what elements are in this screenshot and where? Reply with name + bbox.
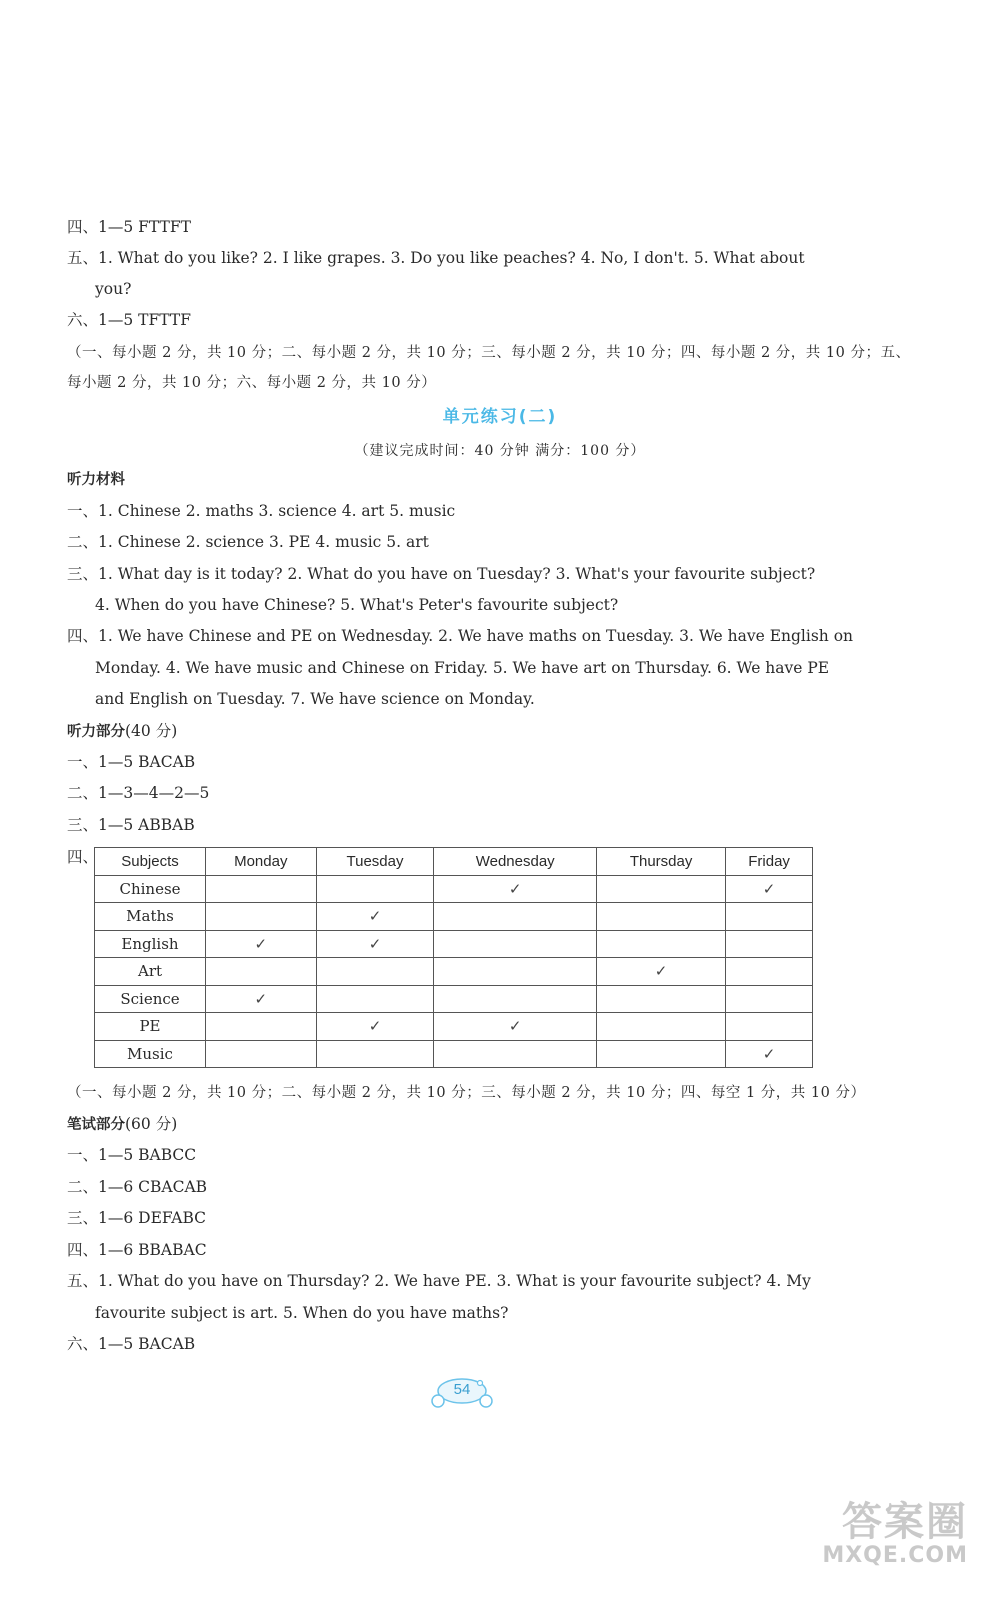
section-heading: 听力材料 — [67, 472, 125, 488]
empty-cell — [597, 903, 726, 931]
timetable-header-cell: Tuesday — [316, 848, 434, 876]
section-heading-row — [67, 1114, 177, 1135]
timetable-body — [95, 875, 813, 1068]
answer-line: 四、1—6 BBABAC — [67, 1241, 207, 1259]
check-mark-cell: ✓ — [726, 1040, 813, 1068]
timetable-row — [95, 875, 813, 903]
timetable-row — [95, 903, 813, 931]
timetable-row — [95, 985, 813, 1013]
material-line: and English on Tuesday. 7. We have science on Monday. — [95, 690, 535, 708]
empty-cell — [434, 930, 597, 958]
answer-line: 三、1—6 DEFABC — [67, 1209, 207, 1227]
answer-line: 六、1—5 BACAB — [67, 1335, 196, 1353]
watermark-logo: 答案圈 — [842, 1499, 968, 1545]
empty-cell — [434, 1040, 597, 1068]
section-heading: 笔试部分 — [67, 1117, 125, 1133]
timetable-row — [95, 930, 813, 958]
empty-cell — [726, 903, 813, 931]
timetable-header-cell: Monday — [206, 848, 317, 876]
empty-cell — [434, 958, 597, 986]
answer-line: 五、1. What do you have on Thursday? 2. We have PE. 3. What is your favourite subject? 4. My — [67, 1272, 811, 1290]
material-line: 二、1. Chinese 2. science 3. PE 4. music 5. art — [67, 533, 429, 551]
subject-cell: English — [95, 930, 206, 958]
subject-cell: Maths — [95, 903, 206, 931]
timetable-header-row — [95, 848, 813, 876]
empty-cell — [726, 985, 813, 1013]
answer-line: 一、1—5 BACAB — [67, 753, 196, 771]
empty-cell — [434, 985, 597, 1013]
timetable — [94, 847, 813, 1068]
answer-line: 五、1. What do you like? 2. I like grapes. 3. Do you like peaches? 4. No, I don't. 5. What about — [67, 249, 805, 267]
empty-cell — [726, 930, 813, 958]
section-score: (40 分) — [125, 722, 178, 740]
empty-cell — [597, 1040, 726, 1068]
check-mark-cell: ✓ — [597, 958, 726, 986]
unit-subtitle: （建议完成时间：40 分钟 满分：100 分） — [354, 443, 646, 459]
timetable-row — [95, 1040, 813, 1068]
answer-line: 六、1—5 TFTTF — [67, 311, 191, 329]
timetable-row — [95, 958, 813, 986]
empty-cell — [597, 1013, 726, 1041]
answer-line: 二、1—6 CBACAB — [67, 1178, 208, 1196]
section-score: (60 分) — [125, 1115, 178, 1133]
check-mark-cell: ✓ — [316, 903, 434, 931]
answer-line: 四、1—5 FTTFT — [67, 218, 191, 236]
answer-line: you? — [95, 280, 132, 298]
answer-prefix: 四、 — [67, 848, 99, 866]
check-mark-cell: ✓ — [206, 985, 317, 1013]
timetable-row — [95, 1013, 813, 1041]
subject-cell: Science — [95, 985, 206, 1013]
check-mark-cell: ✓ — [434, 875, 597, 903]
timetable-header-cell: Thursday — [597, 848, 726, 876]
empty-cell — [316, 875, 434, 903]
material-line: 三、1. What day is it today? 2. What do you have on Tuesday? 3. What's your favourite subject? — [67, 565, 816, 583]
empty-cell — [597, 875, 726, 903]
page-number-badge — [428, 1377, 496, 1411]
empty-cell — [206, 1040, 317, 1068]
subject-cell: PE — [95, 1013, 206, 1041]
check-mark-cell: ✓ — [726, 875, 813, 903]
unit-title: 单元练习(二) — [442, 407, 558, 427]
material-line: Monday. 4. We have music and Chinese on Friday. 5. We have art on Thursday. 6. We have PE — [95, 659, 830, 677]
timetable-header-cell: Friday — [726, 848, 813, 876]
watermark-url: MXQE.COM — [822, 1543, 968, 1568]
check-mark-cell: ✓ — [316, 930, 434, 958]
site-watermark — [768, 1490, 968, 1580]
timetable-header-cell: Wednesday — [434, 848, 597, 876]
material-line: 四、1. We have Chinese and PE on Wednesday. 2. We have maths on Tuesday. 3. We have English on — [67, 627, 854, 645]
empty-cell — [726, 958, 813, 986]
timetable-header-cell: Subjects — [95, 848, 206, 876]
check-mark-cell: ✓ — [434, 1013, 597, 1041]
subject-cell: Art — [95, 958, 206, 986]
answer-line: favourite subject is art. 5. When do you have maths? — [95, 1304, 509, 1322]
score-note: （一、每小题 2 分，共 10 分；二、每小题 2 分，共 10 分；三、每小题 2 分，共 10 分；四、每空 1 分，共 10 分） — [67, 1085, 866, 1101]
empty-cell — [206, 903, 317, 931]
empty-cell — [726, 1013, 813, 1041]
empty-cell — [434, 903, 597, 931]
material-line: 4. When do you have Chinese? 5. What's Peter's favourite subject? — [95, 596, 619, 614]
answer-line: 二、1—3—4—2—5 — [67, 784, 210, 802]
subject-cell: Music — [95, 1040, 206, 1068]
check-mark-cell: ✓ — [206, 930, 317, 958]
material-line: 一、1. Chinese 2. maths 3. science 4. art 5. music — [67, 502, 456, 520]
empty-cell — [597, 985, 726, 1013]
empty-cell — [597, 930, 726, 958]
check-mark-cell: ✓ — [316, 1013, 434, 1041]
empty-cell — [316, 958, 434, 986]
answer-line: 一、1—5 BABCC — [67, 1146, 197, 1164]
page-number: 54 — [453, 1381, 471, 1398]
section-heading-row — [67, 721, 177, 742]
empty-cell — [206, 875, 317, 903]
section-heading: 听力部分 — [67, 724, 125, 740]
score-note: 每小题 2 分，共 10 分；六、每小题 2 分，共 10 分） — [67, 375, 437, 391]
empty-cell — [206, 1013, 317, 1041]
empty-cell — [316, 985, 434, 1013]
score-note: （一、每小题 2 分，共 10 分；二、每小题 2 分，共 10 分；三、每小题 2 分，共 10 分；四、每小题 2 分，共 10 分；五、 — [67, 345, 911, 361]
answer-line: 三、1—5 ABBAB — [67, 816, 195, 834]
empty-cell — [316, 1040, 434, 1068]
empty-cell — [206, 958, 317, 986]
subject-cell: Chinese — [95, 875, 206, 903]
